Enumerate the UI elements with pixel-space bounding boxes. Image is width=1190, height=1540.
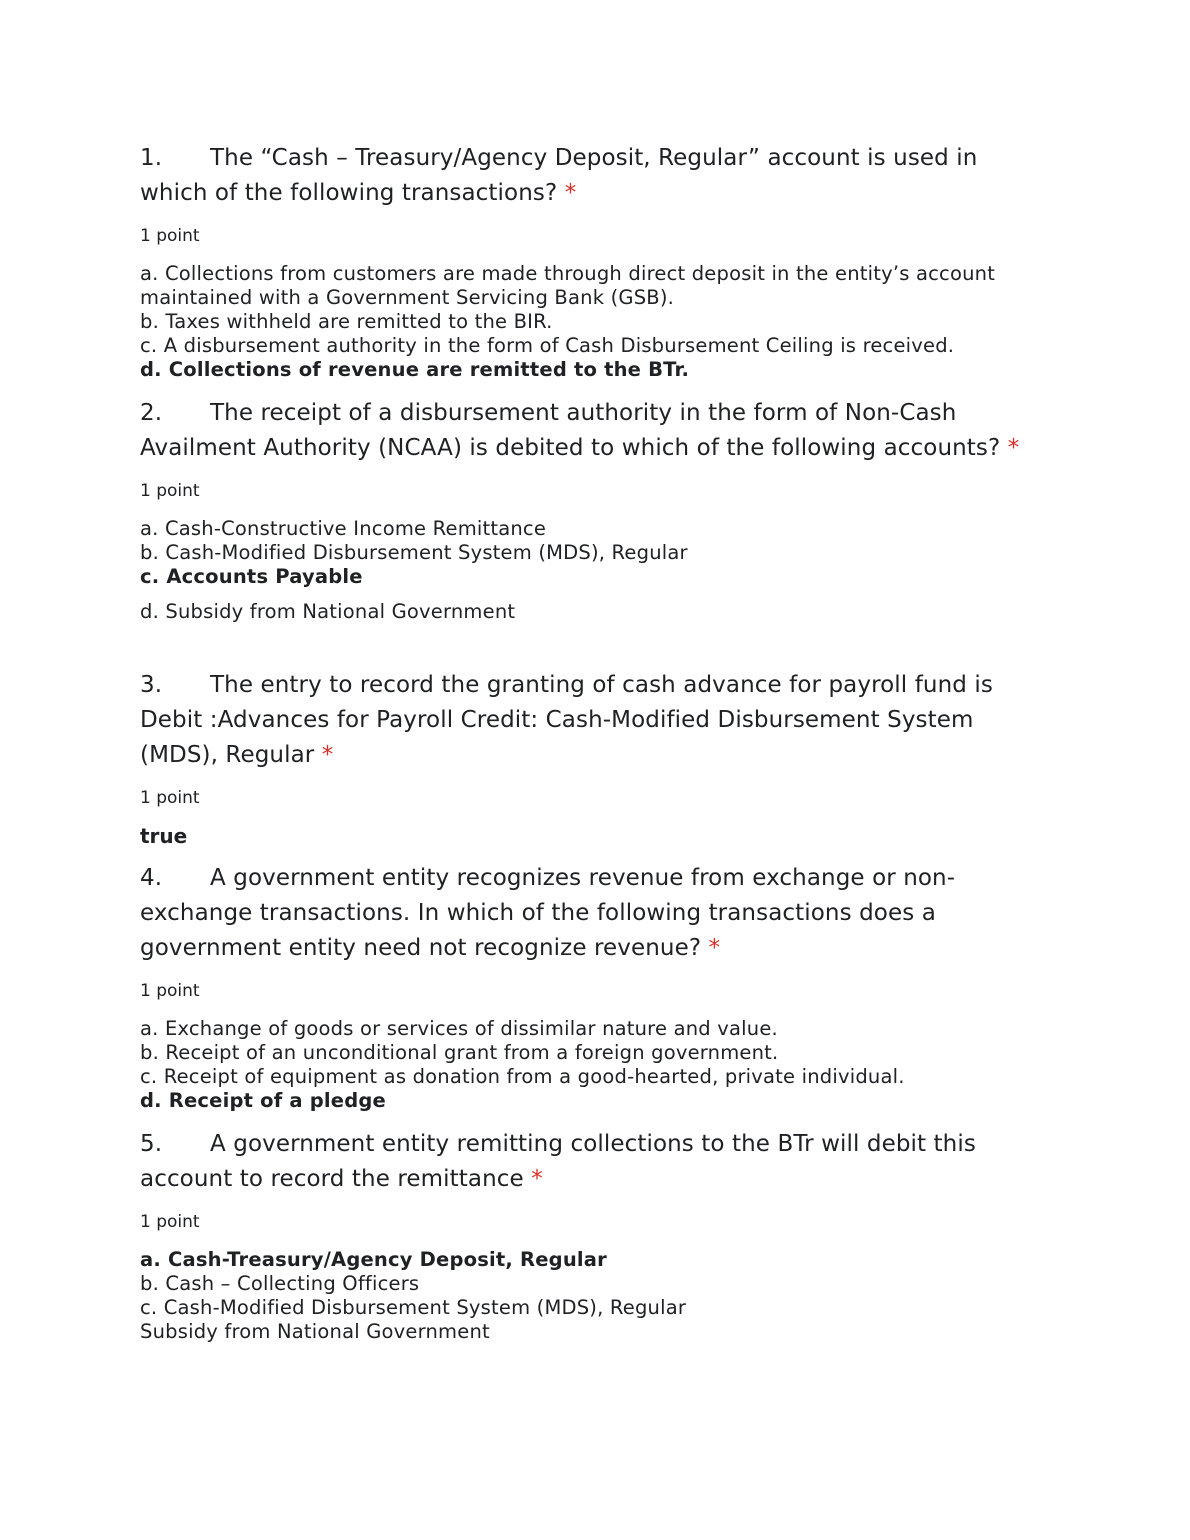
required-asterisk: * <box>1007 435 1020 461</box>
question-text <box>140 396 1050 466</box>
question-prompt: The receipt of a disbursement authority in the form of Non-Cash Availment Authority (NCAA) is debited to which of the following accounts? <box>140 400 1001 461</box>
option-d-correct: d. Receipt of a pledge <box>140 1089 386 1112</box>
question-number: 5. <box>140 1131 163 1157</box>
question-text <box>140 668 1050 773</box>
option-c-correct: c. Accounts Payable <box>140 565 363 588</box>
option-b: b. Taxes withheld are remitted to the BIR. <box>140 310 553 333</box>
question-prompt: A government entity recognizes revenue from exchange or non-exchange transactions. In which of the following transactions does a government entity need not recognize revenue? <box>140 865 956 961</box>
question-1 <box>140 141 1050 382</box>
option-b: b. Receipt of an unconditional grant from a foreign government. <box>140 1041 779 1064</box>
option-b: b. Cash-Modified Disbursement System (MDS), Regular <box>140 541 688 564</box>
answer-options <box>140 1017 1050 1113</box>
question-5 <box>140 1127 1050 1344</box>
question-3 <box>140 668 1050 848</box>
spacer <box>140 382 1050 396</box>
option-a: a. Exchange of goods or services of dissimilar nature and value. <box>140 1017 778 1040</box>
required-asterisk: * <box>321 742 334 768</box>
question-number: 4. <box>140 865 163 891</box>
question-2 <box>140 396 1050 624</box>
option-d-correct: d. Collections of revenue are remitted to the BTr. <box>140 358 690 381</box>
option-c: c. Receipt of equipment as donation from a good-hearted, private individual. <box>140 1065 905 1088</box>
quiz-document <box>140 141 1050 1344</box>
question-prompt: The entry to record the granting of cash advance for payroll fund is Debit :Advances for Payroll Credit: Cash-Modified Disbursement System (MDS), Regular <box>140 672 993 768</box>
question-number: 2. <box>140 400 163 426</box>
question-text <box>140 141 1050 211</box>
question-text <box>140 861 1050 966</box>
option-a: a. Cash-Constructive Income Remittance <box>140 517 547 540</box>
points-label: 1 point <box>140 788 200 808</box>
required-asterisk: * <box>564 180 577 206</box>
answer-text: true <box>140 824 188 848</box>
option-c: c. Cash-Modified Disbursement System (MDS), Regular <box>140 1296 687 1319</box>
question-number: 3. <box>140 672 163 698</box>
answer-options <box>140 262 1050 382</box>
spacer <box>140 624 1050 668</box>
points-label: 1 point <box>140 481 200 501</box>
question-text <box>140 1127 1050 1197</box>
required-asterisk: * <box>531 1166 543 1192</box>
spacer <box>140 1113 1050 1127</box>
points-label: 1 point <box>140 1212 200 1232</box>
required-asterisk: * <box>708 935 721 961</box>
question-4 <box>140 861 1050 1113</box>
option-a-correct: a. Cash-Treasury/Agency Deposit, Regular <box>140 1248 607 1271</box>
option-d: d. Subsidy from National Government <box>140 600 516 623</box>
points-label: 1 point <box>140 981 200 1001</box>
question-prompt: The “Cash – Treasury/Agency Deposit, Regular” account is used in which of the following transactions? <box>140 145 978 206</box>
option-a: a. Collections from customers are made through direct deposit in the entity’s account maintained with a Government Servicing Bank (GSB). <box>140 262 996 309</box>
option-b: b. Cash – Collecting Officers <box>140 1272 420 1295</box>
option-c: c. A disbursement authority in the form of Cash Disbursement Ceiling is received. <box>140 334 955 357</box>
answer-options <box>140 1248 1050 1344</box>
question-prompt: A government entity remitting collections to the BTr will debit this account to record the remittance <box>140 1131 976 1192</box>
points-label: 1 point <box>140 226 200 246</box>
answer-options <box>140 517 1050 624</box>
option-d: Subsidy from National Government <box>140 1320 490 1343</box>
question-number: 1. <box>140 145 163 171</box>
spacer <box>140 848 1050 861</box>
